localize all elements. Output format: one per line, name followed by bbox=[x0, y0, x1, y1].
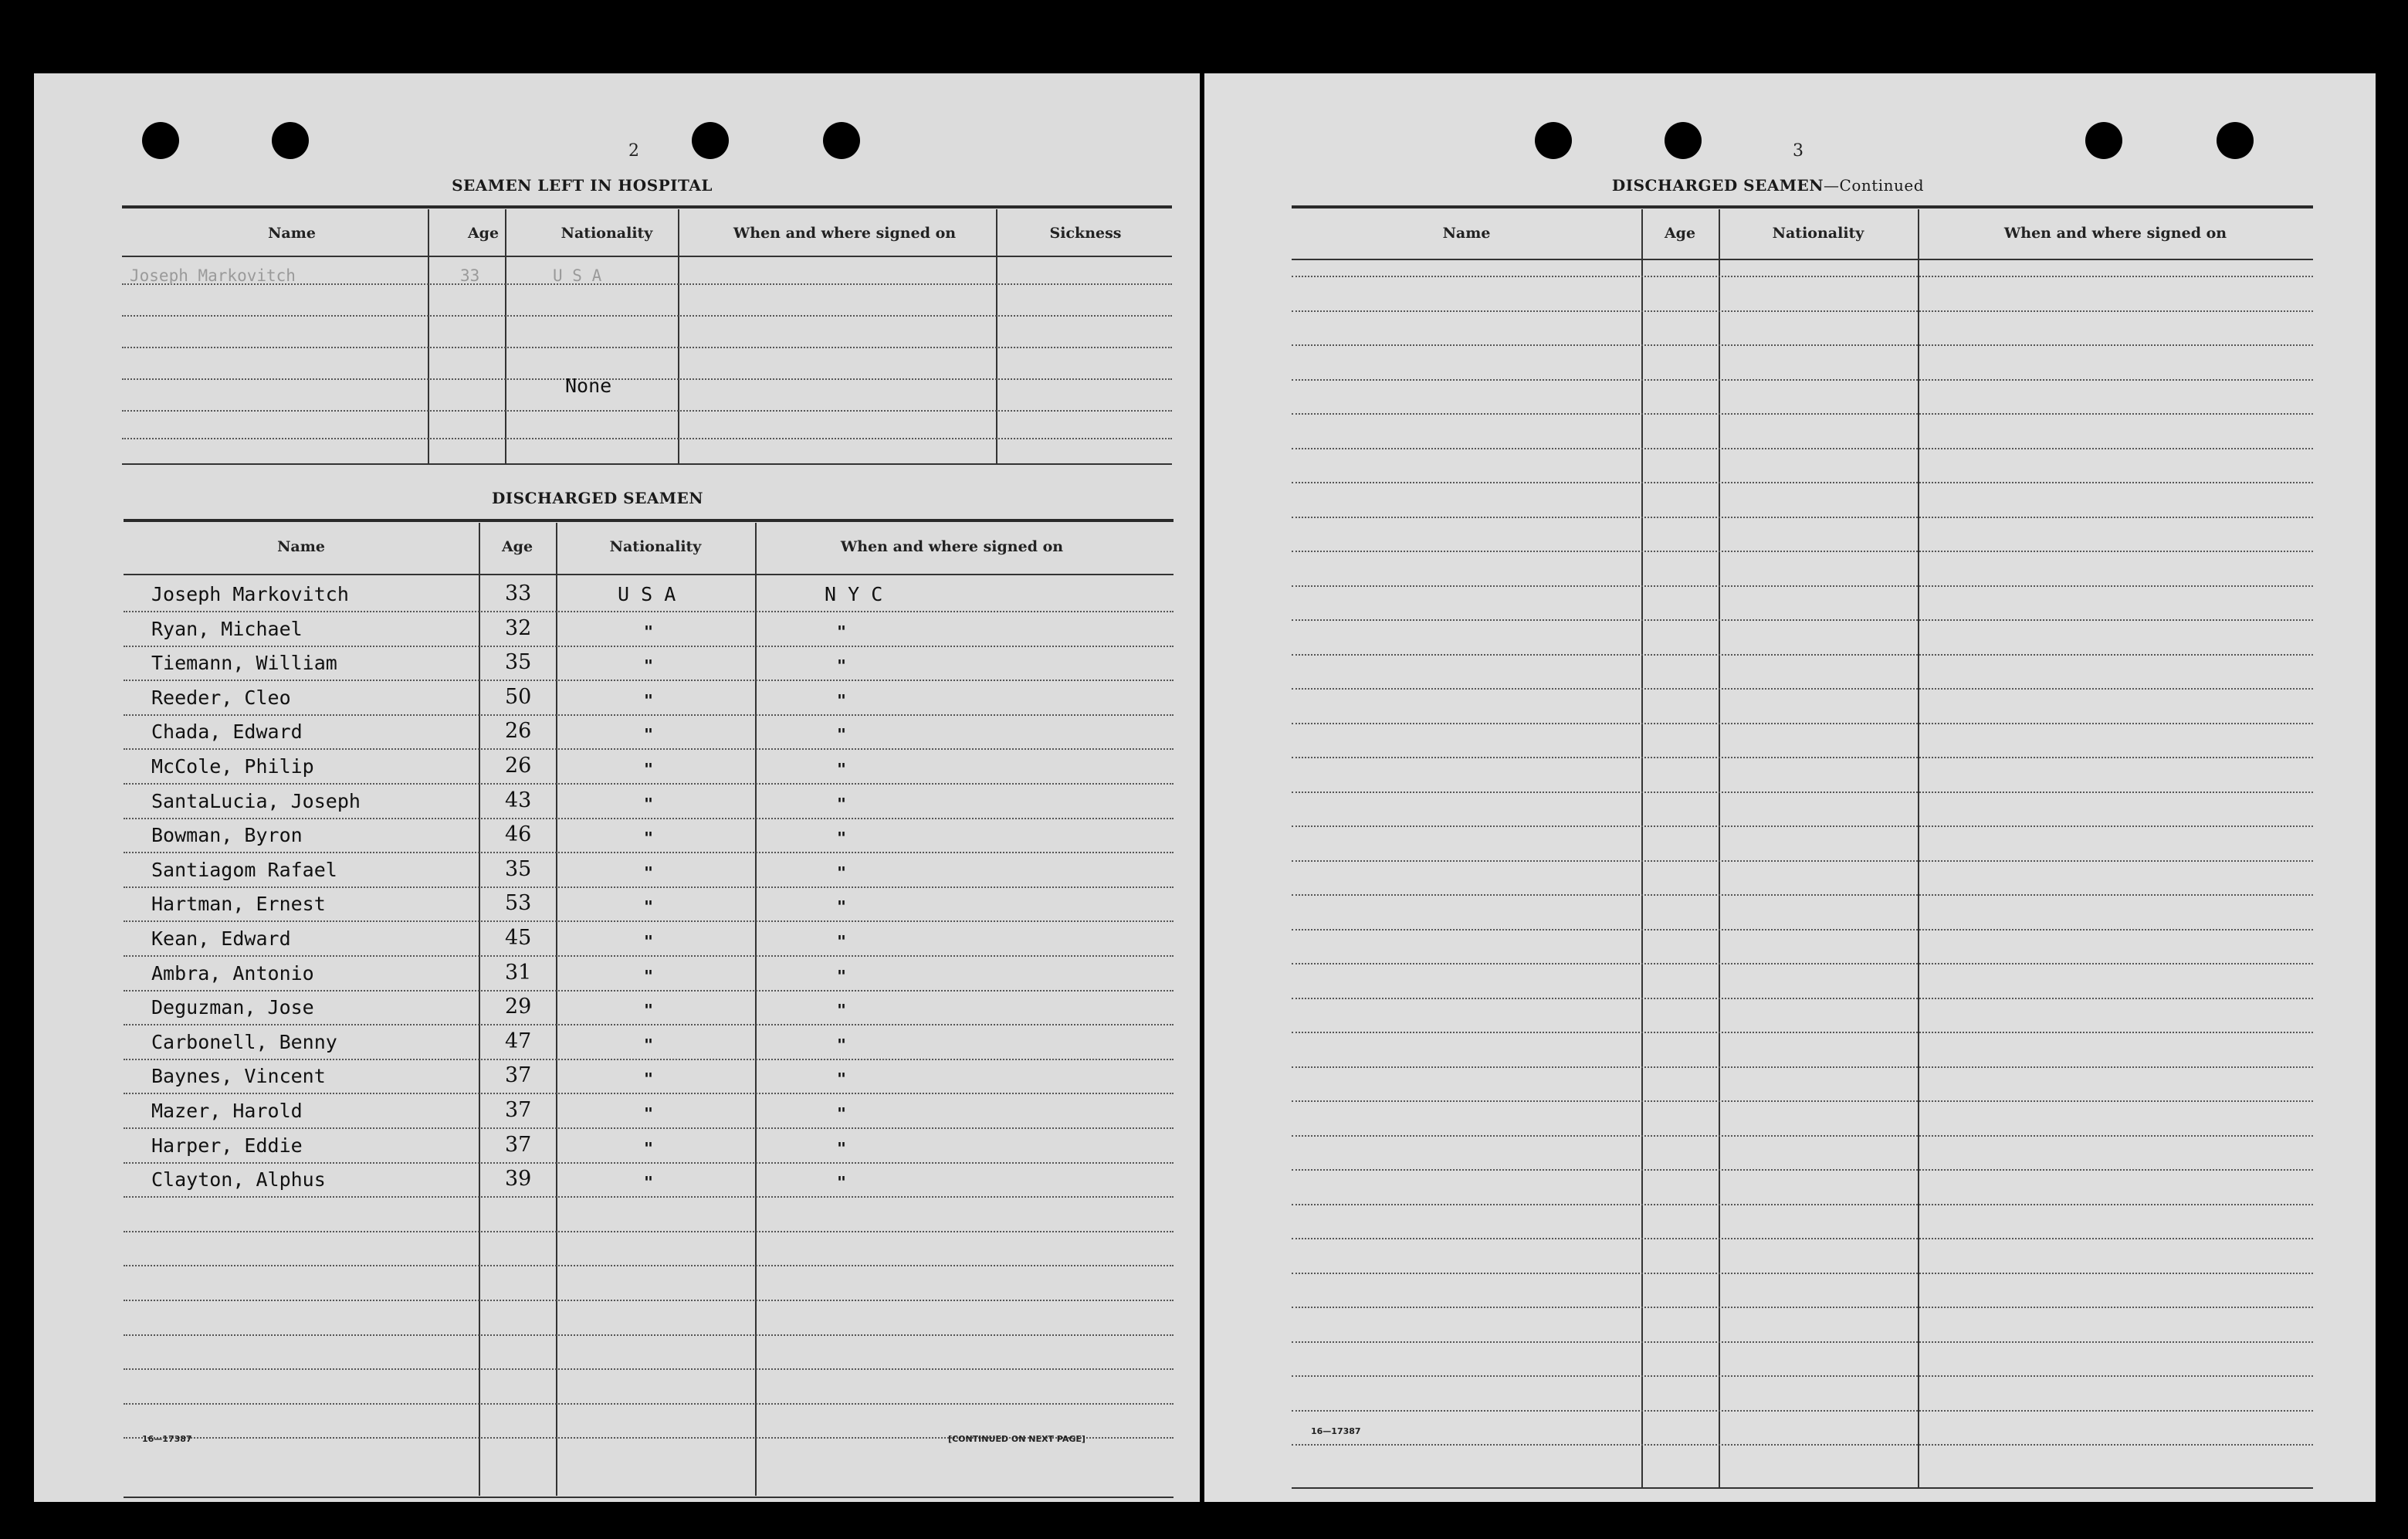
page-number: 2 bbox=[628, 141, 639, 161]
faint-name: Joseph Markovitch bbox=[130, 266, 296, 285]
seaman-name: Reeder, Cleo bbox=[151, 686, 291, 709]
continued-header-name: Name bbox=[1442, 225, 1491, 242]
row-line bbox=[1292, 1238, 2313, 1239]
seaman-age: 45 bbox=[505, 926, 532, 950]
seaman-age: 43 bbox=[505, 788, 532, 812]
row-line bbox=[1292, 517, 2313, 518]
row-line bbox=[1292, 1032, 2313, 1033]
continued-header-age: Age bbox=[1664, 225, 1696, 242]
row-line bbox=[1292, 551, 2313, 552]
signed-on-place: " bbox=[837, 829, 847, 848]
seaman-age: 35 bbox=[505, 856, 532, 881]
hospital-none-text: None bbox=[565, 375, 612, 397]
header-rule bbox=[124, 574, 1174, 575]
seaman-name: Hartman, Ernest bbox=[151, 893, 326, 916]
row-line bbox=[124, 783, 1174, 785]
row-line bbox=[1292, 1204, 2313, 1205]
signed-on-place: " bbox=[837, 760, 847, 778]
hospital-header-name: Name bbox=[268, 225, 316, 242]
seaman-age: 26 bbox=[505, 719, 532, 744]
header-rule bbox=[1292, 259, 2313, 260]
row-line bbox=[124, 1127, 1174, 1129]
seaman-age: 29 bbox=[505, 995, 532, 1019]
seaman-name: Baynes, Vincent bbox=[151, 1065, 326, 1088]
seaman-name: Carbonell, Benny bbox=[151, 1030, 337, 1053]
row-line bbox=[124, 852, 1174, 853]
row-line bbox=[1292, 1273, 2313, 1274]
signed-on-place: " bbox=[837, 1070, 847, 1089]
row-line bbox=[1292, 929, 2313, 931]
title-continued: —Continued bbox=[1824, 176, 1925, 195]
row-line bbox=[1292, 310, 2313, 312]
column-divider bbox=[678, 209, 679, 464]
faint-nationality: U S A bbox=[553, 266, 602, 285]
seaman-age: 50 bbox=[505, 684, 532, 709]
signed-on-place: " bbox=[837, 622, 847, 641]
seaman-name: Ambra, Antonio bbox=[151, 961, 314, 985]
row-line bbox=[124, 886, 1174, 888]
seaman-name: SantaLucia, Joseph bbox=[151, 789, 361, 812]
signed-on-place: " bbox=[837, 690, 847, 710]
signed-on-place: " bbox=[837, 1001, 847, 1020]
hospital-section-title: SEAMEN LEFT IN HOSPITAL bbox=[452, 176, 713, 195]
row-line bbox=[1292, 792, 2313, 793]
row-line bbox=[124, 1024, 1174, 1025]
seaman-age: 26 bbox=[505, 754, 532, 778]
row-line bbox=[1292, 998, 2313, 999]
column-divider bbox=[1719, 209, 1720, 1488]
table-bottom-rule bbox=[1292, 1487, 2313, 1489]
row-line bbox=[1292, 963, 2313, 964]
row-line bbox=[1292, 1375, 2313, 1377]
row-line bbox=[1292, 860, 2313, 862]
row-line bbox=[1292, 688, 2313, 690]
row-line bbox=[1292, 1169, 2313, 1171]
row-line bbox=[124, 1300, 1174, 1301]
row-line bbox=[1292, 894, 2313, 896]
row-line bbox=[124, 1059, 1174, 1060]
signed-on-place: " bbox=[837, 863, 847, 882]
row-line bbox=[1292, 276, 2313, 277]
row-line bbox=[1292, 1444, 2313, 1446]
left-page bbox=[34, 73, 1200, 1502]
row-line bbox=[1292, 1341, 2313, 1343]
seaman-nationality: " bbox=[644, 1001, 654, 1020]
punch-hole-icon bbox=[2085, 122, 2122, 159]
seaman-age: 39 bbox=[505, 1167, 532, 1192]
punch-hole-icon bbox=[823, 122, 860, 159]
row-line bbox=[1292, 1100, 2313, 1102]
seaman-age: 37 bbox=[505, 1098, 532, 1122]
seaman-nationality: " bbox=[644, 966, 654, 985]
form-code: 16—17387 bbox=[142, 1434, 192, 1444]
column-divider bbox=[1918, 209, 1919, 1488]
punch-hole-icon bbox=[272, 122, 309, 159]
row-line bbox=[124, 1265, 1174, 1266]
seaman-nationality: " bbox=[644, 1173, 654, 1192]
discharged-header-name: Name bbox=[277, 538, 325, 555]
seaman-age: 37 bbox=[505, 1063, 532, 1088]
seaman-age: 53 bbox=[505, 891, 532, 916]
seaman-age: 46 bbox=[505, 822, 532, 847]
column-divider bbox=[1641, 209, 1643, 1488]
seaman-nationality: " bbox=[644, 690, 654, 710]
punch-hole-icon bbox=[1665, 122, 1702, 159]
hospital-header-age: Age bbox=[467, 225, 500, 242]
signed-on-place: " bbox=[837, 897, 847, 917]
continued-note: [CONTINUED ON NEXT PAGE] bbox=[948, 1434, 1085, 1444]
seaman-nationality: " bbox=[644, 1138, 654, 1158]
seaman-age: 33 bbox=[505, 581, 532, 605]
seaman-age: 31 bbox=[505, 960, 532, 985]
right-page bbox=[1204, 73, 2376, 1502]
row-line bbox=[124, 680, 1174, 681]
row-line bbox=[1292, 448, 2313, 449]
continued-header-nationality: Nationality bbox=[1772, 225, 1864, 242]
signed-on-place: " bbox=[837, 725, 847, 744]
seaman-nationality: " bbox=[644, 1104, 654, 1123]
faint-age: 33 bbox=[460, 266, 480, 285]
row-line bbox=[122, 438, 1172, 439]
continued-section-title bbox=[1598, 176, 1938, 195]
row-line bbox=[1292, 757, 2313, 758]
column-divider bbox=[428, 209, 429, 464]
column-divider bbox=[505, 209, 506, 464]
punch-hole-icon bbox=[2217, 122, 2254, 159]
discharged-section-title: DISCHARGED SEAMEN bbox=[491, 489, 704, 507]
row-line bbox=[124, 1403, 1174, 1405]
row-line bbox=[1292, 619, 2313, 621]
row-line bbox=[124, 1231, 1174, 1232]
seaman-nationality: " bbox=[644, 1035, 654, 1054]
row-line bbox=[124, 611, 1174, 612]
seaman-name: Ryan, Michael bbox=[151, 617, 303, 640]
discharged-header-signed: When and where signed on bbox=[840, 538, 1064, 555]
column-divider bbox=[996, 209, 997, 464]
seaman-name: Deguzman, Jose bbox=[151, 996, 314, 1019]
signed-on-place: " bbox=[837, 932, 847, 951]
row-line bbox=[1292, 723, 2313, 724]
discharged-header-nationality: Nationality bbox=[609, 538, 702, 555]
seaman-nationality: " bbox=[644, 932, 654, 951]
signed-on-place: N Y C bbox=[825, 583, 883, 605]
table-bottom-rule bbox=[124, 1497, 1174, 1498]
seaman-nationality: U S A bbox=[618, 583, 676, 605]
row-line bbox=[1292, 482, 2313, 483]
table-top-rule bbox=[124, 519, 1174, 522]
row-line bbox=[1292, 654, 2313, 656]
row-line bbox=[124, 1196, 1174, 1198]
page-number: 3 bbox=[1793, 141, 1803, 161]
row-line bbox=[1292, 585, 2313, 587]
row-line bbox=[1292, 1307, 2313, 1308]
discharged-header-age: Age bbox=[501, 538, 533, 555]
hospital-header-signed: When and where signed on bbox=[733, 225, 957, 242]
column-divider bbox=[479, 523, 480, 1496]
table-top-rule bbox=[1292, 205, 2313, 208]
seaman-name: Chada, Edward bbox=[151, 720, 303, 744]
hospital-header-sickness: Sickness bbox=[1049, 225, 1122, 242]
seaman-nationality: " bbox=[644, 760, 654, 778]
row-line bbox=[1292, 1410, 2313, 1412]
row-line bbox=[124, 646, 1174, 647]
title-main: DISCHARGED SEAMEN bbox=[1611, 176, 1824, 195]
seaman-name: McCole, Philip bbox=[151, 755, 314, 778]
row-line bbox=[1292, 344, 2313, 346]
row-line bbox=[122, 378, 1172, 380]
row-line bbox=[124, 990, 1174, 992]
seaman-age: 32 bbox=[505, 615, 532, 640]
signed-on-place: " bbox=[837, 794, 847, 813]
row-line bbox=[1292, 1135, 2313, 1137]
seaman-name: Santiagom Rafael bbox=[151, 858, 337, 881]
seaman-name: Bowman, Byron bbox=[151, 824, 303, 847]
table-top-rule bbox=[122, 205, 1172, 208]
seaman-nationality: " bbox=[644, 897, 654, 917]
seaman-age: 37 bbox=[505, 1132, 532, 1157]
seaman-nationality: " bbox=[644, 725, 654, 744]
signed-on-place: " bbox=[837, 966, 847, 985]
punch-hole-icon bbox=[1535, 122, 1572, 159]
seaman-nationality: " bbox=[644, 622, 654, 641]
row-line bbox=[124, 714, 1174, 716]
seaman-age: 47 bbox=[505, 1029, 532, 1053]
seaman-name: Tiemann, William bbox=[151, 652, 337, 675]
form-code: 16—17387 bbox=[1311, 1426, 1361, 1436]
row-line bbox=[122, 410, 1172, 412]
row-line bbox=[124, 1368, 1174, 1370]
row-line bbox=[124, 955, 1174, 957]
seaman-name: Clayton, Alphus bbox=[151, 1168, 326, 1192]
signed-on-place: " bbox=[837, 1173, 847, 1192]
row-line bbox=[124, 748, 1174, 750]
seaman-nationality: " bbox=[644, 829, 654, 848]
row-line bbox=[124, 818, 1174, 819]
signed-on-place: " bbox=[837, 1035, 847, 1054]
row-line bbox=[124, 920, 1174, 922]
seaman-nationality: " bbox=[644, 794, 654, 813]
seaman-nationality: " bbox=[644, 656, 654, 676]
signed-on-place: " bbox=[837, 656, 847, 676]
seaman-age: 35 bbox=[505, 650, 532, 675]
hospital-header-nationality: Nationality bbox=[561, 225, 653, 242]
row-line bbox=[1292, 413, 2313, 415]
seaman-name: Kean, Edward bbox=[151, 927, 291, 950]
header-rule bbox=[122, 256, 1172, 257]
table-bottom-rule bbox=[122, 463, 1172, 465]
row-line bbox=[122, 315, 1172, 317]
row-line bbox=[1292, 825, 2313, 827]
seaman-nationality: " bbox=[644, 863, 654, 882]
row-line bbox=[122, 347, 1172, 348]
signed-on-place: " bbox=[837, 1104, 847, 1123]
seaman-name: Mazer, Harold bbox=[151, 1100, 303, 1122]
signed-on-place: " bbox=[837, 1138, 847, 1158]
row-line bbox=[124, 1162, 1174, 1164]
seaman-nationality: " bbox=[644, 1070, 654, 1089]
row-line bbox=[124, 1334, 1174, 1336]
row-line bbox=[1292, 379, 2313, 381]
punch-hole-icon bbox=[692, 122, 729, 159]
column-divider bbox=[556, 523, 557, 1496]
continued-header-signed: When and where signed on bbox=[2003, 225, 2227, 242]
punch-hole-icon bbox=[142, 122, 179, 159]
row-line bbox=[1292, 1066, 2313, 1068]
column-divider bbox=[755, 523, 757, 1496]
seaman-name: Joseph Markovitch bbox=[151, 583, 349, 605]
seaman-name: Harper, Eddie bbox=[151, 1134, 303, 1157]
row-line bbox=[124, 1093, 1174, 1094]
